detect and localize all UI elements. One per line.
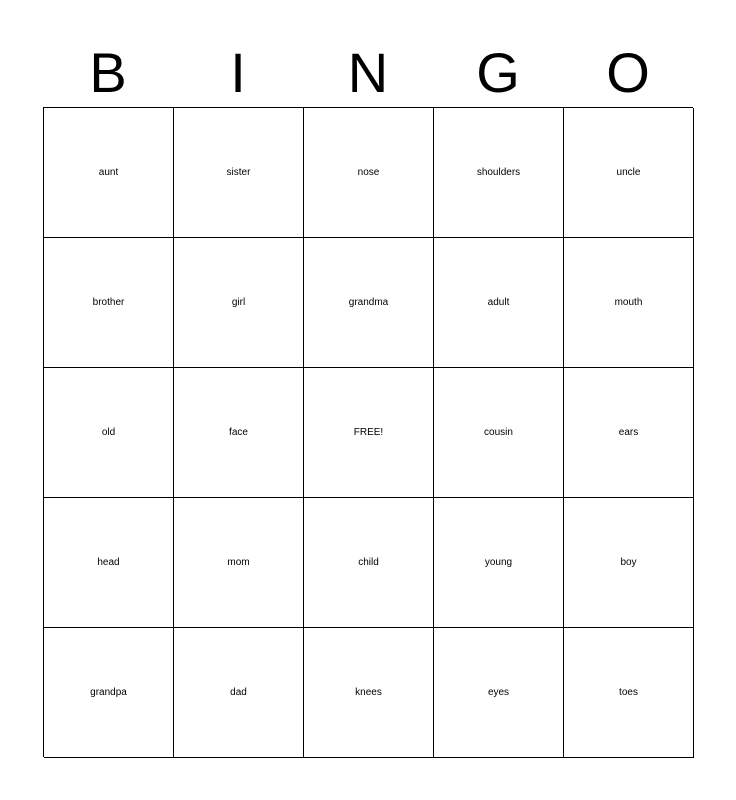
bingo-card	[43, 107, 693, 757]
bingo-cell: mouth	[564, 238, 694, 368]
bingo-cell: nose	[304, 108, 434, 238]
bingo-cell: shoulders	[434, 108, 564, 238]
bingo-cell: sister	[174, 108, 304, 238]
header-letter-i: I	[230, 41, 246, 104]
bingo-cell: mom	[174, 498, 304, 628]
header-letter-o: O	[606, 41, 650, 104]
bingo-cell: ears	[564, 368, 694, 498]
bingo-cell: toes	[564, 628, 694, 758]
bingo-cell: eyes	[434, 628, 564, 758]
bingo-cell free-space: FREE!	[304, 368, 434, 498]
bingo-cell: aunt	[44, 108, 174, 238]
bingo-cell: brother	[44, 238, 174, 368]
bingo-cell: head	[44, 498, 174, 628]
bingo-cell: young	[434, 498, 564, 628]
bingo-cell: child	[304, 498, 434, 628]
bingo-cell: face	[174, 368, 304, 498]
header-letter-g: G	[476, 41, 520, 104]
bingo-cell: knees	[304, 628, 434, 758]
bingo-header	[43, 40, 693, 106]
bingo-cell: girl	[174, 238, 304, 368]
header-letter-n: N	[347, 41, 389, 104]
header-letter-b: B	[89, 41, 127, 104]
bingo-cell: grandpa	[44, 628, 174, 758]
bingo-cell: boy	[564, 498, 694, 628]
bingo-cell: dad	[174, 628, 304, 758]
bingo-cell: adult	[434, 238, 564, 368]
bingo-cell: uncle	[564, 108, 694, 238]
bingo-cell: old	[44, 368, 174, 498]
bingo-cell: cousin	[434, 368, 564, 498]
bingo-cell: grandma	[304, 238, 434, 368]
